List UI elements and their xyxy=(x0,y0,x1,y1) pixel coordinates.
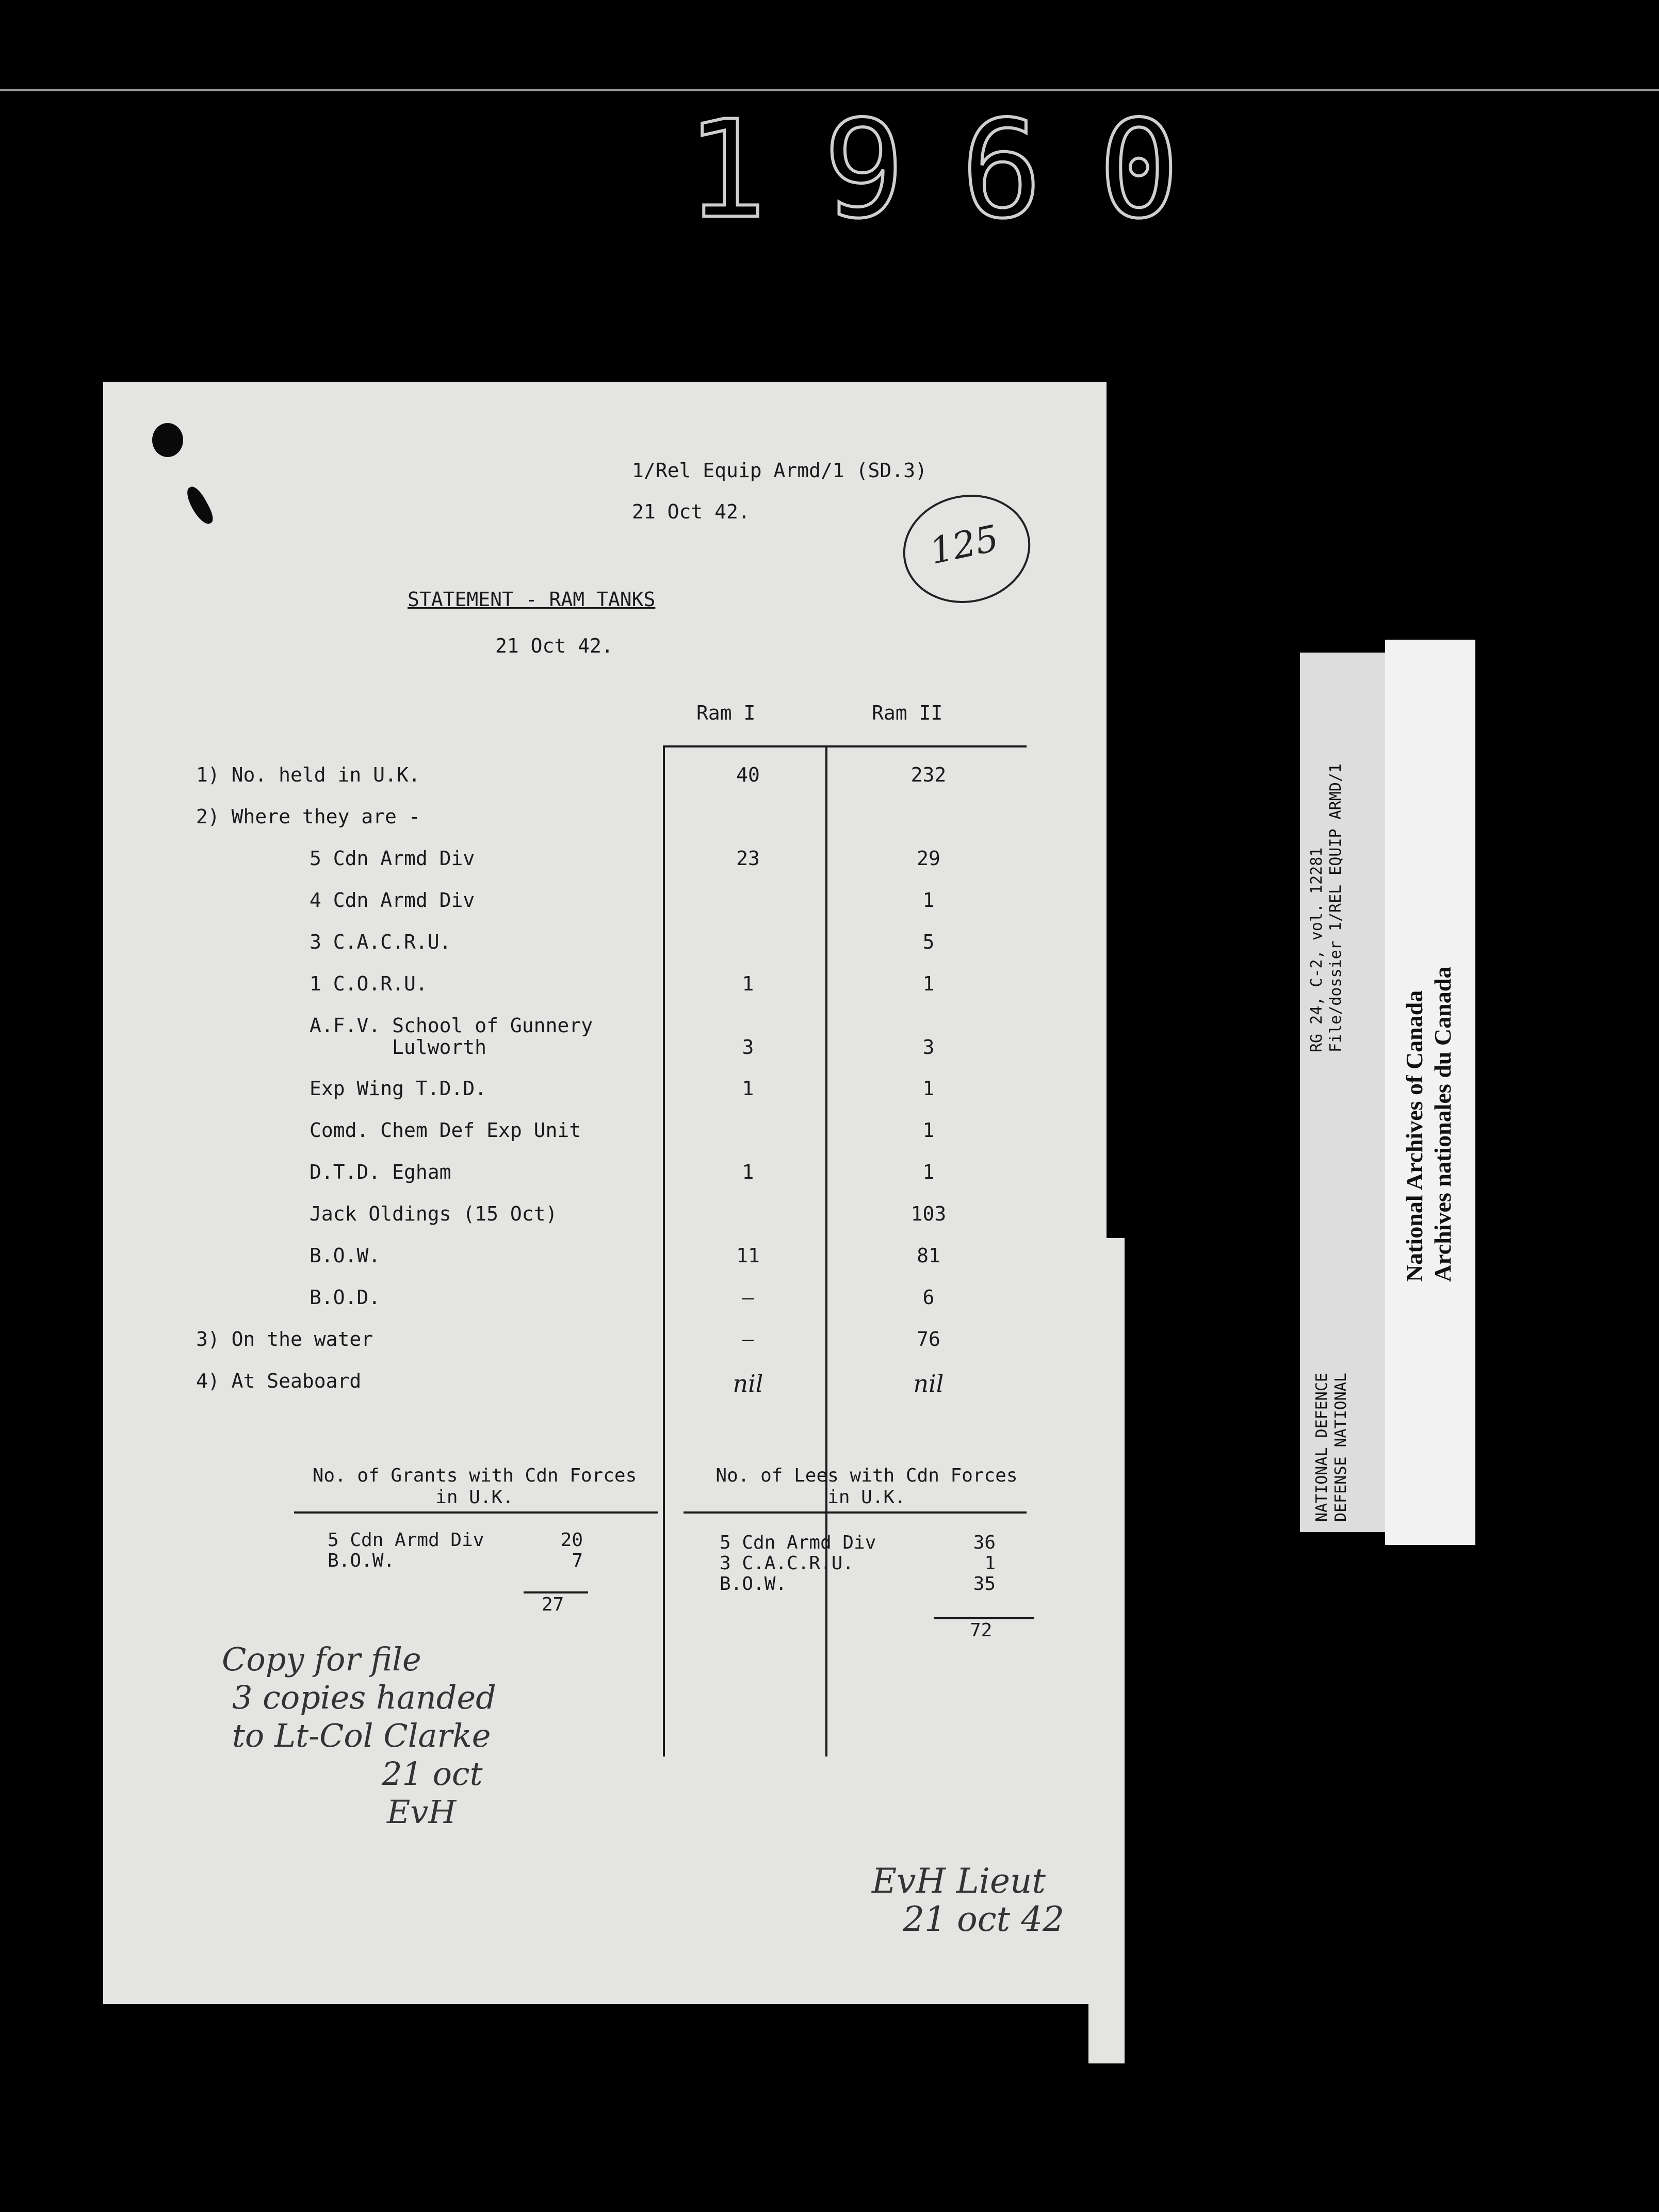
row-label: Comd. Chem Def Exp Unit xyxy=(310,1119,581,1142)
document-title: STATEMENT - RAM TANKS xyxy=(408,588,656,611)
film-year-label: 1960 xyxy=(686,92,1237,248)
ram-1-value: 40 xyxy=(736,763,760,786)
list-item-value: 1 xyxy=(984,1553,996,1574)
ram-2-value: nil xyxy=(913,1370,944,1397)
list-item-label: B.O.W. xyxy=(328,1550,395,1571)
grants-heading: No. of Grants with Cdn Forces in U.K. xyxy=(312,1465,637,1508)
column-header-ram-1: Ram I xyxy=(696,702,756,724)
table-row xyxy=(103,972,1107,1009)
file-reference: 1/Rel Equip Armd/1 (SD.3) xyxy=(632,459,927,482)
row-label: D.T.D. Egham xyxy=(310,1161,451,1183)
ram-1-value: 1 xyxy=(742,972,754,995)
ram-2-value: 29 xyxy=(917,847,940,870)
ram-1-value: — xyxy=(742,1328,754,1351)
row-label: 5 Cdn Armd Div xyxy=(310,847,475,870)
handwritten-note xyxy=(222,1640,496,1831)
signature-line: EvH Lieut xyxy=(872,1861,1046,1901)
grants-total-rule xyxy=(524,1591,588,1593)
title-date: 21 Oct 42. xyxy=(495,635,613,657)
archives-name-en: National Archives of Canada xyxy=(1401,990,1427,1282)
list-item-label: B.O.W. xyxy=(720,1573,787,1595)
film-edge-rule xyxy=(0,89,1659,91)
ram-2-value: 1 xyxy=(922,1077,935,1100)
punch-hole xyxy=(152,423,183,457)
grants-total: 27 xyxy=(542,1594,564,1615)
ram-2-value: 5 xyxy=(922,931,935,953)
table-row xyxy=(103,931,1107,967)
row-label-continued: Lulworth xyxy=(392,1036,487,1059)
ram-2-value: 1 xyxy=(922,889,935,912)
table-row xyxy=(103,1014,1107,1059)
lees-heading-rule xyxy=(684,1511,1027,1514)
list-item-label: 5 Cdn Armd Div xyxy=(720,1532,876,1553)
ram-1-value: 11 xyxy=(736,1244,760,1267)
lees-heading: No. of Lees with Cdn Forces in U.K. xyxy=(715,1465,1018,1508)
department-line-fr: DEFENSE NATIONAL xyxy=(1332,1373,1350,1522)
ram-1-value: — xyxy=(742,1286,754,1309)
row-label: 4) At Seaboard xyxy=(196,1370,362,1392)
ram-2-value: 81 xyxy=(917,1244,940,1267)
table-row xyxy=(103,889,1107,925)
punch-hole xyxy=(183,484,216,528)
table-row xyxy=(103,1244,1107,1280)
ram-1-value: 1 xyxy=(742,1161,754,1183)
list-item-label: 3 C.A.C.R.U. xyxy=(720,1553,854,1574)
list-item-value: 20 xyxy=(560,1530,583,1551)
table-row xyxy=(103,1370,1107,1406)
lees-total: 72 xyxy=(970,1620,993,1641)
folio-stamp xyxy=(893,483,1040,614)
table-row xyxy=(103,847,1107,883)
row-label: 3 C.A.C.R.U. xyxy=(310,931,451,953)
table-row xyxy=(103,1077,1107,1113)
ram-2-value: 6 xyxy=(922,1286,935,1309)
ram-2-value: 1 xyxy=(922,972,935,995)
ram-2-value: 76 xyxy=(917,1328,940,1351)
ram-1-value: 3 xyxy=(742,1036,754,1059)
ram-1-value: 1 xyxy=(742,1077,754,1100)
grants-heading-rule xyxy=(294,1511,658,1514)
table-row xyxy=(103,1286,1107,1322)
list-item-label: 5 Cdn Armd Div xyxy=(328,1530,484,1551)
ram-1-value: 23 xyxy=(736,847,760,870)
note-line: 3 copies handed xyxy=(232,1679,496,1716)
ram-2-value: 103 xyxy=(910,1202,947,1225)
signature-line: 21 oct 42 xyxy=(903,1899,1065,1939)
archive-file-line: File/dossier 1/REL EQUIP ARMD/1 xyxy=(1327,763,1345,1052)
table-row xyxy=(103,1328,1107,1364)
table-row xyxy=(103,1119,1107,1155)
row-label: B.O.D. xyxy=(310,1286,381,1309)
table-row xyxy=(103,763,1107,800)
note-line: to Lt-Col Clarke xyxy=(232,1717,491,1754)
column-header-ram-2: Ram II xyxy=(872,702,943,724)
document-page xyxy=(103,382,1107,2004)
row-label: 2) Where they are - xyxy=(196,805,420,828)
ram-2-value: 232 xyxy=(910,763,947,786)
row-label: B.O.W. xyxy=(310,1244,381,1267)
row-label: Jack Oldings (15 Oct) xyxy=(310,1202,558,1225)
note-line: 21 oct xyxy=(382,1755,483,1793)
row-label: A.F.V. School of Gunnery xyxy=(310,1014,593,1037)
row-label: 4 Cdn Armd Div xyxy=(310,889,475,912)
row-label: Exp Wing T.D.D. xyxy=(310,1077,487,1100)
list-item-value: 7 xyxy=(572,1550,583,1571)
archives-name-fr: Archives nationales du Canada xyxy=(1429,966,1456,1282)
ram-1-value: nil xyxy=(733,1370,763,1397)
list-item-value: 35 xyxy=(973,1573,996,1595)
folio-number: 125 xyxy=(926,516,1002,573)
ram-2-value: 3 xyxy=(922,1036,935,1059)
row-label: 3) On the water xyxy=(196,1328,373,1351)
signature xyxy=(872,1862,1064,1939)
ram-2-value: 1 xyxy=(922,1161,935,1183)
table-header-rule xyxy=(663,745,1027,747)
row-label: 1 C.O.R.U. xyxy=(310,972,428,995)
reference-date: 21 Oct 42. xyxy=(632,500,750,523)
note-line: Copy for file xyxy=(222,1640,421,1678)
note-line: EvH xyxy=(387,1793,457,1831)
table-row xyxy=(103,1202,1107,1239)
table-row xyxy=(103,1161,1107,1197)
row-label: 1) No. held in U.K. xyxy=(196,763,420,786)
table-row xyxy=(103,805,1107,841)
department-line-en: NATIONAL DEFENCE xyxy=(1313,1373,1331,1522)
list-item-value: 36 xyxy=(973,1532,996,1553)
ram-2-value: 1 xyxy=(922,1119,935,1142)
archive-reference-line: RG 24, C-2, vol. 12281 xyxy=(1308,847,1326,1052)
lees-total-rule xyxy=(934,1617,1034,1619)
